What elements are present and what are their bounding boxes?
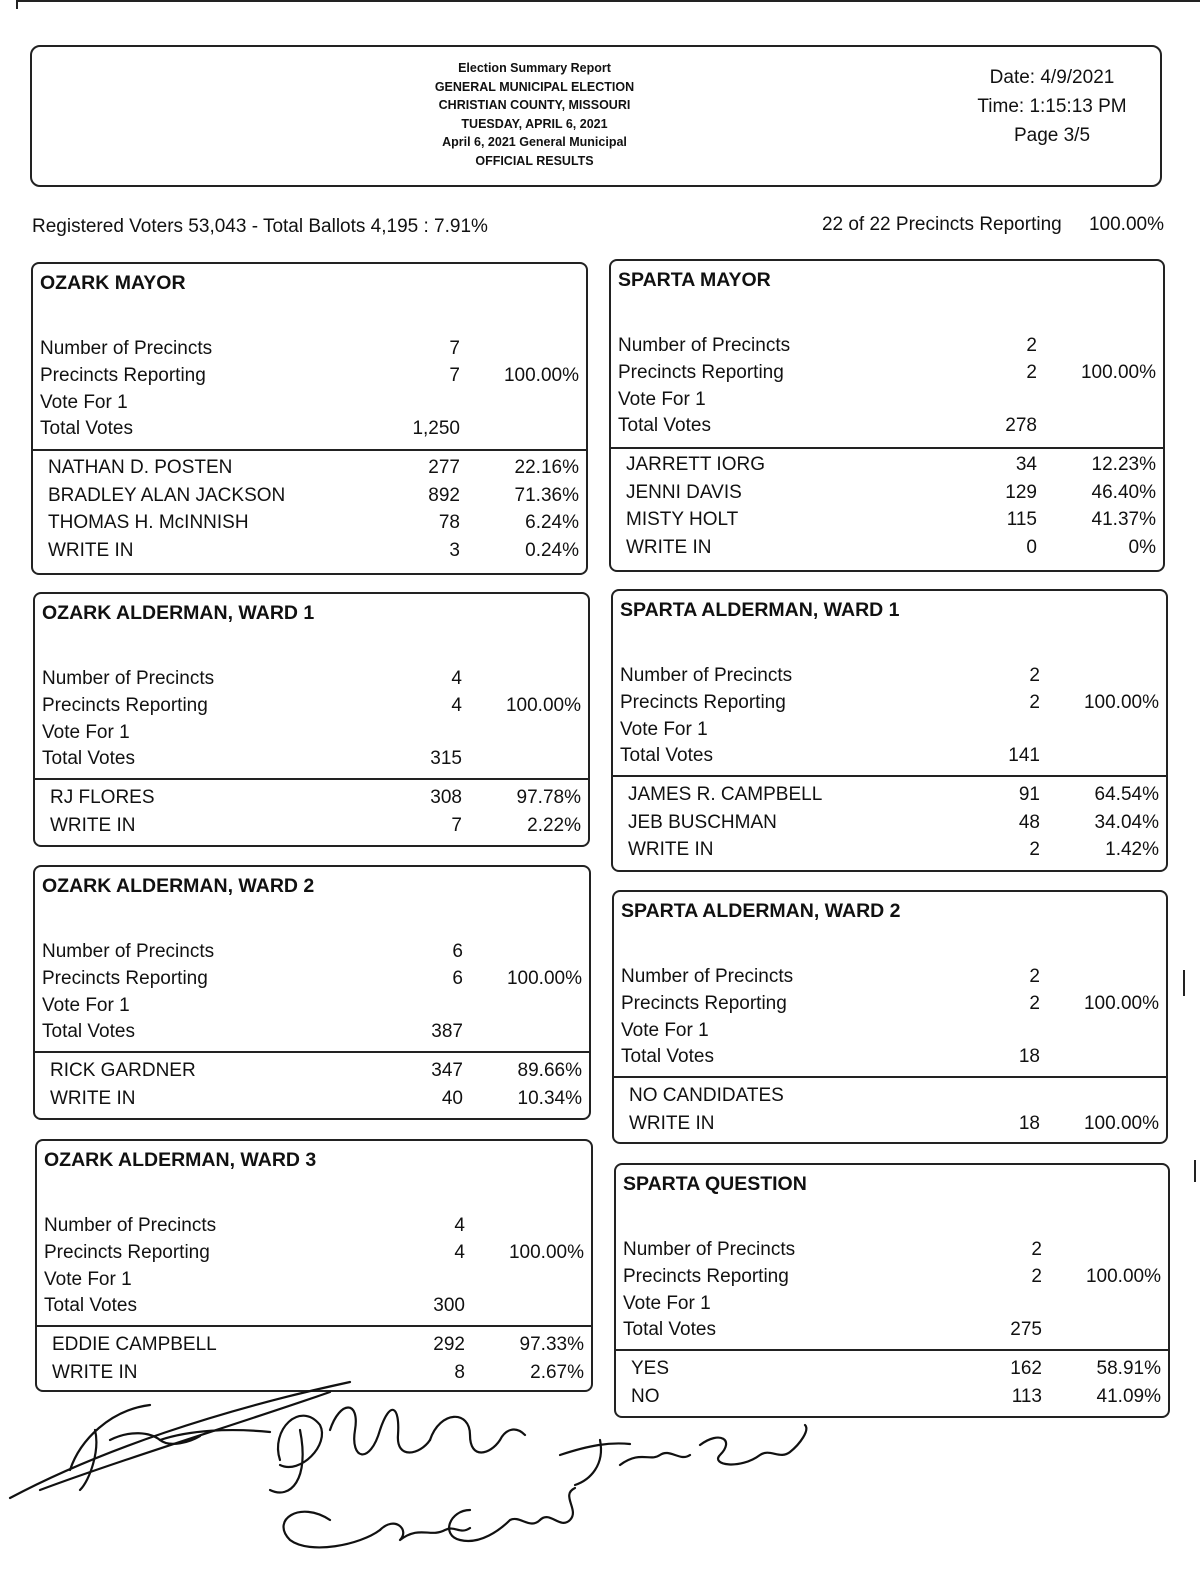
number-of-precincts-row	[33, 338, 586, 365]
candidate-name: WRITE IN	[50, 1087, 136, 1109]
precincts-reporting-percent: 100.00%	[506, 968, 582, 989]
total-votes-row	[616, 1319, 1168, 1346]
jurisdiction: CHRISTIAN COUNTY, MISSOURI	[438, 98, 631, 112]
candidate-row	[611, 537, 1163, 564]
number-of-precincts-value: 2	[1031, 1239, 1042, 1260]
results-status: OFFICIAL RESULTS	[475, 153, 594, 168]
scan-edge-top	[16, 0, 1200, 2]
candidate-name: RICK GARDNER	[50, 1060, 196, 1081]
candidate-percent: 1.42%	[1105, 839, 1159, 860]
candidate-row	[33, 457, 586, 484]
vote-for-label: Vote For 1	[44, 1269, 132, 1290]
candidate-name: WRITE IN	[52, 1361, 138, 1383]
candidate-votes: 162	[1010, 1358, 1042, 1379]
number-of-precincts-label: Number of Precincts	[618, 335, 791, 356]
total-votes-value: 387	[431, 1021, 463, 1042]
precincts-reporting-row	[33, 365, 586, 392]
precincts-reporting-value: 4	[451, 695, 462, 716]
candidate-percent: 41.37%	[1091, 509, 1156, 530]
candidate-votes: 277	[428, 457, 460, 478]
precincts-reporting-row	[35, 695, 588, 722]
candidate-row	[613, 784, 1166, 811]
precincts-reporting-row	[35, 968, 589, 995]
candidate-name: YES	[631, 1358, 670, 1379]
results-divider	[613, 775, 1166, 777]
number-of-precincts-value: 2	[1029, 966, 1040, 987]
candidate-name: EDDIE CAMPBELL	[52, 1334, 217, 1355]
number-of-precincts-row	[613, 665, 1166, 692]
report-title: Election Summary Report	[458, 61, 611, 75]
number-of-precincts-row	[35, 668, 588, 695]
total-votes-label: Total Votes	[620, 745, 713, 766]
candidate-name: JEB BUSCHMAN	[628, 811, 777, 833]
candidate-percent: 71.36%	[514, 484, 579, 506]
candidate-name: NATHAN D. POSTEN	[48, 457, 233, 478]
total-votes-row	[613, 745, 1166, 772]
results-divider	[35, 1051, 589, 1053]
candidate-row	[614, 1113, 1166, 1140]
total-votes-value: 141	[1008, 745, 1040, 766]
candidate-name: WRITE IN	[50, 814, 136, 836]
candidate-name: BRADLEY ALAN JACKSON	[48, 484, 286, 506]
contest-box	[609, 259, 1165, 572]
results-divider	[33, 449, 586, 451]
contest-title: OZARK ALDERMAN, WARD 1	[42, 602, 315, 624]
precincts-reporting-label: Precincts Reporting	[42, 695, 208, 716]
total-votes-value: 18	[1018, 1046, 1040, 1067]
candidate-percent: 12.23%	[1091, 454, 1156, 475]
results-divider	[37, 1325, 591, 1327]
candidate-votes: 48	[1018, 811, 1040, 833]
turnout-summary: Registered Voters 53,043 - Total Ballots 4,195 : 7.91%	[32, 216, 488, 237]
report-time: Time: 1:15:13 PM	[977, 96, 1127, 117]
number-of-precincts-row	[614, 966, 1166, 993]
candidate-percent: 46.40%	[1091, 481, 1156, 503]
vote-for-row	[35, 995, 589, 1022]
report-date: Date: 4/9/2021	[989, 67, 1115, 88]
precincts-reporting-row	[37, 1242, 591, 1269]
number-of-precincts-label: Number of Precincts	[621, 966, 794, 987]
precincts-reporting-value: 2	[1029, 993, 1040, 1014]
contest-box	[612, 890, 1168, 1144]
contest-title: SPARTA QUESTION	[623, 1173, 807, 1195]
vote-for-label: Vote For 1	[621, 1020, 709, 1041]
contest-title: SPARTA MAYOR	[618, 269, 771, 291]
precincts-reporting-value: 2	[1029, 692, 1040, 713]
vote-for-row	[616, 1293, 1168, 1320]
candidate-row	[611, 454, 1163, 481]
total-votes-label: Total Votes	[621, 1046, 714, 1067]
candidate-votes: 292	[433, 1334, 465, 1355]
candidate-row	[611, 509, 1163, 536]
candidate-percent: 0%	[1128, 536, 1156, 558]
election-name: GENERAL MUNICIPAL ELECTION	[434, 79, 635, 94]
candidate-name: THOMAS H. McINNISH	[48, 512, 249, 533]
official-signatures	[0, 1370, 1200, 1571]
page-number: Page 3/5	[1013, 125, 1091, 146]
vote-for-row	[611, 389, 1163, 416]
candidate-name: MISTY HOLT	[626, 509, 739, 530]
candidate-name: WRITE IN	[629, 1112, 715, 1134]
total-votes-row	[33, 418, 586, 445]
precincts-reporting-percent: 100.00%	[1088, 214, 1164, 235]
contest-box	[35, 1139, 593, 1392]
number-of-precincts-value: 6	[452, 941, 463, 962]
candidate-votes: 91	[1018, 784, 1040, 805]
precincts-reporting-percent: 100.00%	[503, 365, 579, 386]
candidate-name: WRITE IN	[628, 839, 714, 860]
number-of-precincts-value: 2	[1026, 335, 1037, 356]
candidate-percent: 89.66%	[517, 1060, 582, 1081]
total-votes-row	[611, 415, 1163, 442]
contest-title: SPARTA ALDERMAN, WARD 2	[621, 900, 901, 922]
precincts-reporting-label: Precincts Reporting	[621, 993, 787, 1014]
precincts-reporting-percent: 100.00%	[505, 695, 581, 716]
vote-for-row	[33, 392, 586, 419]
candidate-row	[611, 482, 1163, 509]
precincts-reporting-label: Precincts Reporting	[44, 1242, 210, 1263]
precincts-reporting-value: 2	[1026, 362, 1037, 383]
vote-for-label: Vote For 1	[42, 722, 130, 743]
precincts-reporting-summary: 22 of 22 Precincts Reporting	[821, 214, 1062, 235]
total-votes-value: 300	[433, 1295, 465, 1316]
total-votes-value: 275	[1010, 1319, 1042, 1340]
number-of-precincts-label: Number of Precincts	[620, 665, 793, 686]
precincts-reporting-percent: 100.00%	[508, 1242, 584, 1263]
number-of-precincts-row	[35, 941, 589, 968]
total-votes-label: Total Votes	[42, 1021, 135, 1042]
candidate-votes: 0	[1026, 536, 1037, 558]
number-of-precincts-value: 2	[1029, 665, 1040, 686]
total-votes-value: 315	[430, 748, 462, 769]
contest-box	[31, 262, 588, 575]
candidate-row	[614, 1085, 1166, 1112]
candidate-row	[33, 485, 586, 512]
precincts-reporting-row	[616, 1266, 1168, 1293]
candidate-percent: 64.54%	[1094, 784, 1159, 805]
precincts-reporting-value: 2	[1031, 1266, 1042, 1287]
candidate-percent: 6.24%	[525, 512, 579, 533]
contest-box	[33, 865, 591, 1120]
vote-for-label: Vote For 1	[623, 1293, 711, 1314]
vote-for-row	[35, 722, 588, 749]
candidate-votes: 18	[1018, 1112, 1040, 1134]
candidate-row	[35, 1060, 589, 1087]
contest-box	[611, 589, 1168, 872]
number-of-precincts-value: 4	[451, 668, 462, 689]
results-divider	[611, 447, 1163, 449]
candidate-votes: 308	[430, 787, 462, 808]
candidate-percent: 100.00%	[1083, 1112, 1159, 1134]
total-votes-value: 1,250	[412, 418, 460, 439]
contest-box	[33, 592, 590, 847]
candidate-name: WRITE IN	[48, 539, 134, 561]
candidate-row	[35, 1088, 589, 1115]
report-meta	[952, 63, 1152, 150]
candidate-votes: 2	[1029, 839, 1040, 860]
precincts-reporting-value: 6	[452, 968, 463, 989]
candidate-votes: 3	[449, 539, 460, 561]
total-votes-row	[35, 1021, 589, 1048]
candidate-votes: 34	[1015, 454, 1037, 475]
candidate-percent: 97.33%	[519, 1334, 584, 1355]
candidate-votes: 8	[454, 1361, 465, 1383]
candidate-votes: 115	[1006, 509, 1037, 530]
number-of-precincts-row	[616, 1239, 1168, 1266]
candidate-percent: 0.24%	[525, 539, 579, 561]
candidate-row	[613, 839, 1166, 866]
total-votes-label: Total Votes	[623, 1319, 716, 1340]
candidate-row	[37, 1334, 591, 1361]
scan-mark-right-2	[1194, 1160, 1196, 1182]
vote-for-label: Vote For 1	[42, 995, 130, 1016]
precincts-reporting-row	[613, 692, 1166, 719]
precincts-reporting-label: Precincts Reporting	[40, 365, 206, 386]
number-of-precincts-label: Number of Precincts	[40, 338, 213, 359]
results-divider	[35, 778, 588, 780]
number-of-precincts-label: Number of Precincts	[44, 1215, 217, 1236]
precincts-reporting-percent: 100.00%	[1080, 362, 1156, 383]
scan-mark-right	[1183, 970, 1185, 996]
candidate-votes: 78	[438, 512, 460, 533]
number-of-precincts-label: Number of Precincts	[623, 1239, 796, 1260]
results-divider	[614, 1076, 1166, 1078]
contest-title: OZARK ALDERMAN, WARD 2	[42, 875, 315, 897]
number-of-precincts-row	[611, 335, 1163, 362]
contest-title: SPARTA ALDERMAN, WARD 1	[620, 599, 900, 621]
total-votes-row	[35, 748, 588, 775]
report-title-block	[332, 59, 737, 170]
candidate-row	[33, 512, 586, 539]
number-of-precincts-value: 7	[449, 338, 460, 359]
candidate-votes: 347	[431, 1060, 463, 1081]
candidate-name: NO	[631, 1385, 660, 1407]
candidate-percent: 41.09%	[1096, 1385, 1161, 1407]
candidate-name: JARRETT IORG	[626, 454, 765, 475]
candidate-votes: 113	[1011, 1385, 1042, 1407]
precincts-reporting-percent: 100.00%	[1085, 1266, 1161, 1287]
precincts-reporting-percent: 100.00%	[1083, 692, 1159, 713]
election-date: TUESDAY, APRIL 6, 2021	[461, 116, 608, 131]
vote-for-label: Vote For 1	[620, 719, 708, 740]
candidate-row	[35, 815, 588, 842]
total-votes-label: Total Votes	[40, 418, 133, 439]
number-of-precincts-label: Number of Precincts	[42, 941, 215, 962]
candidate-row	[35, 787, 588, 814]
candidate-row	[33, 540, 586, 567]
candidate-percent: 2.67%	[530, 1361, 584, 1383]
candidate-name: JENNI DAVIS	[626, 481, 742, 503]
precincts-reporting-value: 4	[454, 1242, 465, 1263]
candidate-votes: 129	[1005, 481, 1037, 503]
number-of-precincts-label: Number of Precincts	[42, 668, 215, 689]
total-votes-row	[614, 1046, 1166, 1073]
candidate-votes: 7	[451, 814, 462, 836]
total-votes-label: Total Votes	[618, 415, 711, 436]
precincts-reporting-label: Precincts Reporting	[620, 692, 786, 713]
candidate-votes: 40	[441, 1087, 463, 1109]
precincts-reporting-row	[611, 362, 1163, 389]
candidate-name: WRITE IN	[626, 536, 712, 558]
contest-title: OZARK MAYOR	[40, 272, 186, 294]
candidate-name: NO CANDIDATES	[629, 1085, 784, 1106]
precincts-reporting-value: 7	[449, 365, 460, 386]
report-header	[30, 45, 1162, 187]
candidate-name: JAMES R. CAMPBELL	[628, 784, 823, 805]
precincts-reporting-label: Precincts Reporting	[623, 1266, 789, 1287]
candidate-percent: 2.22%	[527, 814, 581, 836]
vote-for-label: Vote For 1	[618, 389, 706, 410]
precincts-reporting-row	[614, 993, 1166, 1020]
contest-title: OZARK ALDERMAN, WARD 3	[44, 1149, 317, 1171]
total-votes-value: 278	[1005, 415, 1037, 436]
candidate-percent: 97.78%	[516, 787, 581, 808]
precincts-reporting-percent: 100.00%	[1083, 993, 1159, 1014]
candidate-name: RJ FLORES	[50, 787, 155, 808]
candidate-percent: 22.16%	[514, 457, 579, 478]
precincts-summary	[822, 214, 1164, 236]
total-votes-label: Total Votes	[42, 748, 135, 769]
number-of-precincts-row	[37, 1215, 591, 1242]
candidate-row	[613, 812, 1166, 839]
total-votes-row	[37, 1295, 591, 1322]
total-votes-label: Total Votes	[44, 1295, 137, 1316]
vote-for-row	[37, 1269, 591, 1296]
results-divider	[616, 1349, 1168, 1351]
vote-for-label: Vote For 1	[40, 392, 128, 413]
candidate-percent: 10.34%	[517, 1087, 582, 1109]
election-description: April 6, 2021 General Municipal	[442, 135, 627, 149]
precincts-reporting-label: Precincts Reporting	[42, 968, 208, 989]
candidate-percent: 34.04%	[1094, 811, 1159, 833]
scan-edge-left	[16, 0, 18, 9]
vote-for-row	[614, 1020, 1166, 1047]
number-of-precincts-value: 4	[454, 1215, 465, 1236]
vote-for-row	[613, 719, 1166, 746]
candidate-votes: 892	[428, 484, 460, 506]
candidate-percent: 58.91%	[1096, 1358, 1161, 1379]
precincts-reporting-label: Precincts Reporting	[618, 362, 784, 383]
